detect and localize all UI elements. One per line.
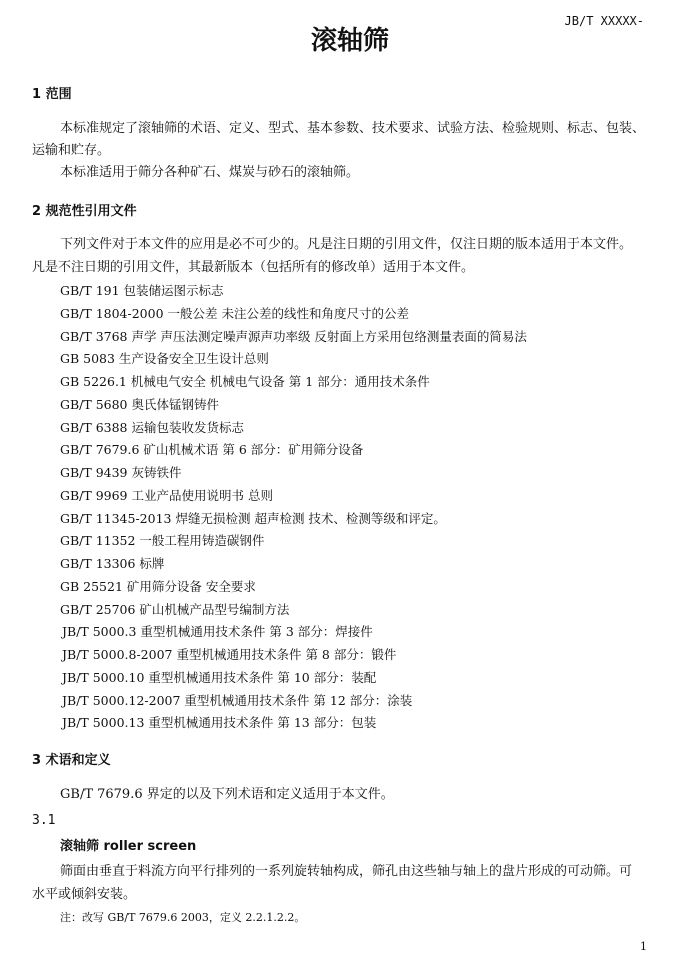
reference-item: GB/T 3768 声学 声压法测定噪声源声功率级 反射面上方采用包络测量表面的简易法 xyxy=(60,329,527,344)
references-intro-line-1: 下列文件对于本文件的应用是必不可少的。凡是注日期的引用文件，仅注日期的版本适用于本文件。 xyxy=(60,237,633,252)
section-1-heading: 1 范围 xyxy=(32,87,72,102)
page-number: 1 xyxy=(640,940,647,953)
reference-item: GB/T 11345-2013 焊缝无损检测 超声检测 技术、检测等级和评定。 xyxy=(60,511,446,526)
section-2-heading: 2 规范性引用文件 xyxy=(32,204,137,219)
terms-intro: GB/T 7679.6 界定的以及下列术语和定义适用于本文件。 xyxy=(60,787,394,802)
reference-item: GB/T 1804-2000 一般公差 未注公差的线性和角度尺寸的公差 xyxy=(60,306,409,321)
term-definition-line-2: 水平或倾斜安装。 xyxy=(32,887,137,902)
scope-paragraph-line-1: 本标准规定了滚轴筛的术语、定义、型式、基本参数、技术要求、试验方法、检验规则、标志、包装、 xyxy=(60,121,646,136)
clause-number: 3.1 xyxy=(32,813,56,828)
term-note: 注：改写 GB/T 7679.6 2003，定义 2.2.1.2.2。 xyxy=(60,911,306,924)
reference-item: GB 5083 生产设备安全卫生设计总则 xyxy=(60,351,269,366)
reference-item: GB/T 9969 工业产品使用说明书 总则 xyxy=(60,488,273,503)
reference-item: JB/T 5000.8-2007 重型机械通用技术条件 第 8 部分：锻件 xyxy=(62,647,397,662)
reference-item: GB/T 6388 运输包装收发货标志 xyxy=(60,420,244,435)
scope-applicability: 本标准适用于筛分各种矿石、煤炭与砂石的滚轴筛。 xyxy=(60,165,360,180)
term-title: 滚轴筛 roller screen xyxy=(60,839,197,854)
reference-item: JB/T 5000.13 重型机械通用技术条件 第 13 部分：包装 xyxy=(62,715,377,730)
reference-item: GB/T 5680 奥氏体锰钢铸件 xyxy=(60,397,219,412)
reference-item: GB 5226.1 机械电气安全 机械电气设备 第 1 部分：通用技术条件 xyxy=(60,374,430,389)
reference-item: GB/T 11352 一般工程用铸造碳钢件 xyxy=(60,533,265,548)
section-3-heading: 3 术语和定义 xyxy=(32,753,111,768)
reference-item: GB/T 7679.6 矿山机械术语 第 6 部分：矿用筛分设备 xyxy=(60,442,364,457)
references-intro-line-2: 凡是不注日期的引用文件，其最新版本（包括所有的修改单）适用于本文件。 xyxy=(32,260,475,275)
reference-item: JB/T 5000.10 重型机械通用技术条件 第 10 部分：装配 xyxy=(62,670,377,685)
document-title: 滚轴筛 xyxy=(310,26,389,56)
term-definition-line-1: 筛面由垂直于料流方向平行排列的一系列旋转轴构成，筛孔由这些轴与轴上的盘片形成的可动筛。可 xyxy=(60,864,633,879)
reference-item: GB/T 25706 矿山机械产品型号编制方法 xyxy=(60,602,290,617)
document-code: JB/T XXXXX- xyxy=(564,14,644,28)
reference-item: GB/T 191 包装储运图示标志 xyxy=(60,283,224,298)
reference-item: JB/T 5000.3 重型机械通用技术条件 第 3 部分：焊接件 xyxy=(62,624,373,639)
reference-item: GB/T 9439 灰铸铁件 xyxy=(60,465,182,480)
reference-item: JB/T 5000.12-2007 重型机械通用技术条件 第 12 部分：涂装 xyxy=(62,693,413,708)
scope-paragraph-line-2: 运输和贮存。 xyxy=(32,143,111,158)
reference-item: GB/T 13306 标牌 xyxy=(60,556,165,571)
reference-item: GB 25521 矿用筛分设备 安全要求 xyxy=(60,579,256,594)
